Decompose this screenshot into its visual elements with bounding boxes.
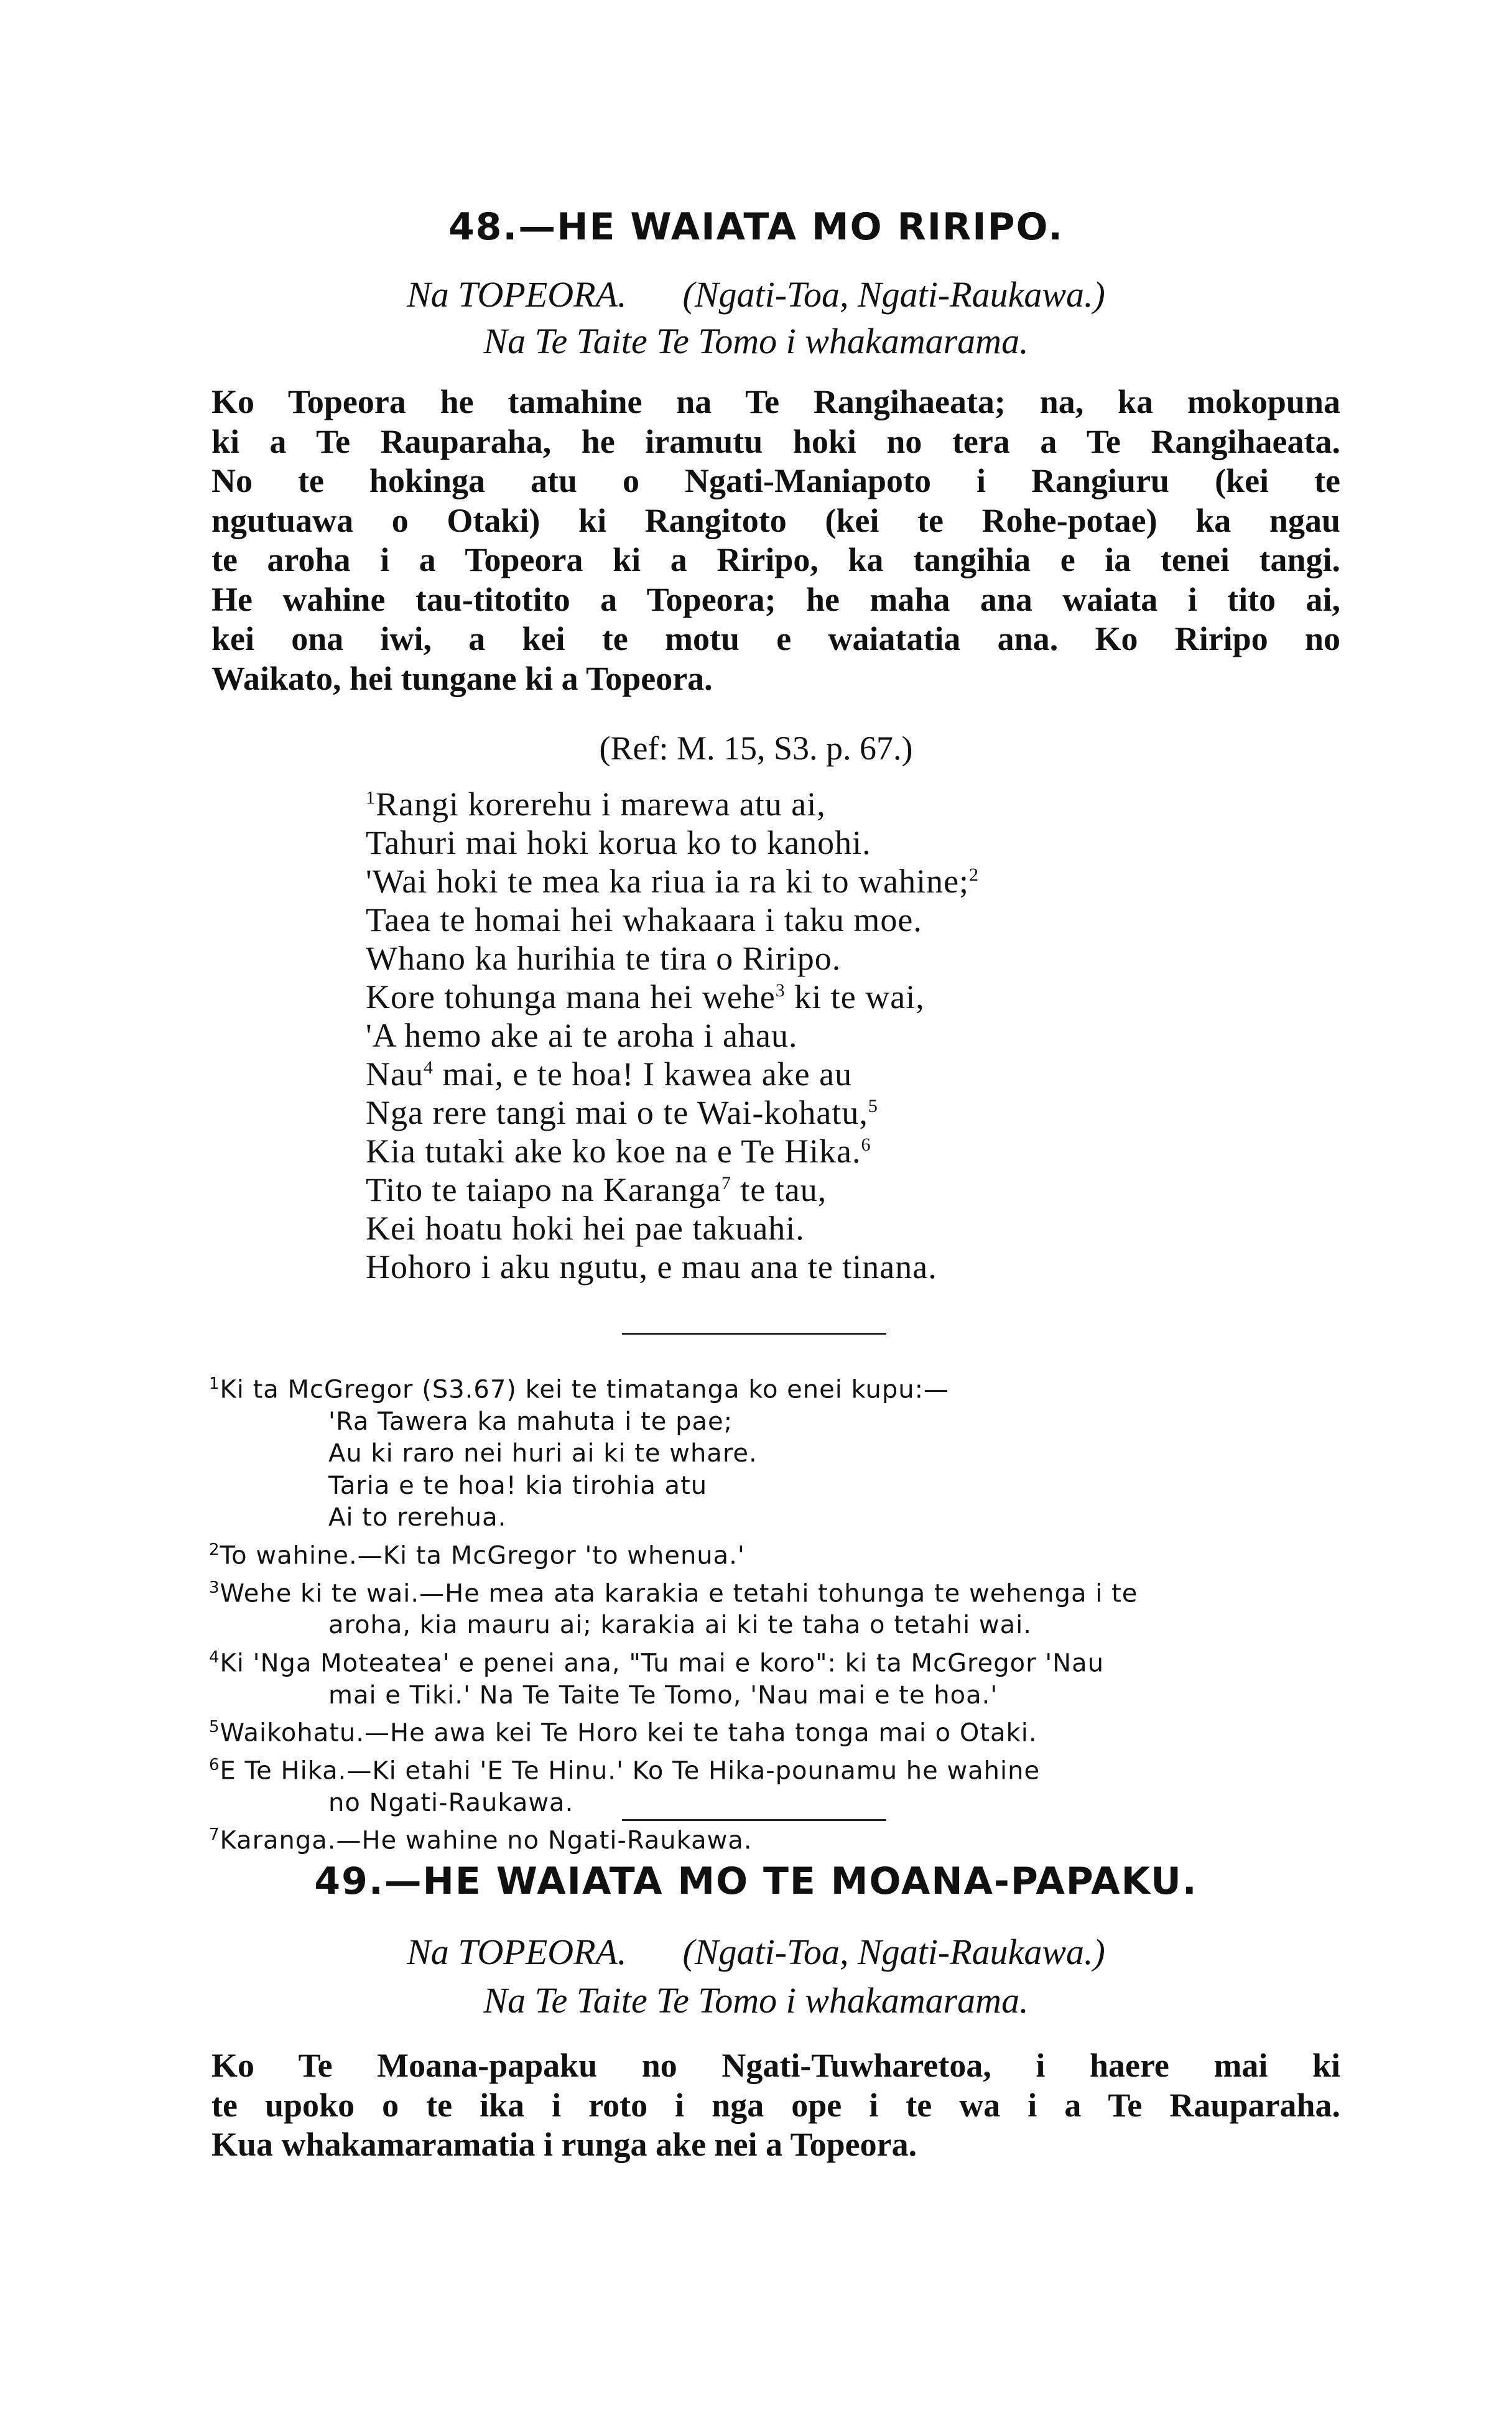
poem-line-text: Kia tutaki ake ko koe na e Te Hika. xyxy=(366,1133,861,1170)
poem-line xyxy=(366,1055,1361,1093)
song-48-author: Na TOPEORA. xyxy=(407,274,627,315)
footnote-text: aroha, kia mauru ai; karakia ai ki te taha o tetahi wai. xyxy=(328,1611,1032,1640)
footnote xyxy=(209,1787,1341,1820)
intro-line: Waikato, hei tungane ki a Topeora. xyxy=(211,659,713,697)
song-49-title: 49.—HE WAIATA MO TE MOANA-PAPAKU. xyxy=(314,1860,1198,1903)
poem-line xyxy=(366,939,1361,978)
poem-line-text: Tito te taiapo na Karanga xyxy=(366,1171,721,1208)
footnote-text: Waikohatu.—He awa kei Te Horo kei te taha tonga mai o Otaki. xyxy=(220,1718,1037,1748)
footnote xyxy=(209,1534,1341,1572)
footnote-marker: 2 xyxy=(969,864,980,885)
poem-line-text: te tau, xyxy=(731,1171,827,1208)
poem-line xyxy=(366,785,1361,823)
footnote-text: Au ki raro nei huri ai ki te whare. xyxy=(328,1439,758,1468)
intro-line: kei ona iwi, a kei te motu e waiatatia ana. Ko Riripo no xyxy=(211,620,1340,657)
poem-line xyxy=(366,901,1361,939)
poem-line-text: Tahuri mai hoki korua ko to kanohi. xyxy=(366,824,871,861)
footnote-text: mai e Tiki.' Na Te Taite Te Tomo, 'Nau mai e te hoa.' xyxy=(328,1680,998,1710)
poem-line-text: Taea te homai hei whakaara i taku moe. xyxy=(366,901,922,938)
poem-line xyxy=(366,823,1361,862)
footnote-text: Ki ta McGregor (S3.67) kei te timatanga ko enei kupu:— xyxy=(220,1375,950,1404)
footnote xyxy=(209,1470,1341,1503)
footnote xyxy=(209,1438,1341,1470)
poem-line-text: Rangi korerehu i marewa atu ai, xyxy=(376,785,826,823)
intro-line: ki a Te Rauparaha, he iramutu hoki no tera a Te Rangihaeata. xyxy=(211,422,1340,460)
intro-line: te upoko o te ika i roto i nga ope i te wa i a Te Rauparaha. xyxy=(211,2086,1340,2124)
footnote xyxy=(209,1406,1341,1439)
footnote-text: To wahine.—Ki ta McGregor 'to whenua.' xyxy=(220,1541,745,1570)
intro-line: Ko Topeora he tamahine na Te Rangihaeata; na, ka mokopuna xyxy=(211,383,1340,420)
song-49-author: Na TOPEORA. xyxy=(407,1932,627,1972)
poem-line-text: Nau xyxy=(366,1055,424,1093)
poem-line xyxy=(366,1248,1361,1286)
footnote-number: 1 xyxy=(209,1374,220,1393)
poem-line xyxy=(366,1209,1361,1248)
footnote-number: 7 xyxy=(209,1825,220,1845)
footnote xyxy=(209,1642,1341,1680)
poem-line-text: Kore tohunga mana hei wehe xyxy=(366,978,776,1016)
poem-line xyxy=(366,1170,1361,1209)
poem-line-text: Kei hoatu hoki hei pae takuahi. xyxy=(366,1210,805,1247)
footnote-number: 2 xyxy=(209,1540,220,1559)
intro-line: He wahine tau-titotito a Topeora; he maha ana waiata i tito ai, xyxy=(211,580,1340,618)
poem-line-text: 'A hemo ake ai te aroha i ahau. xyxy=(366,1017,798,1054)
section-divider xyxy=(622,1333,886,1335)
footnote-marker: 6 xyxy=(861,1134,871,1155)
footnote xyxy=(209,1572,1341,1610)
poem-line xyxy=(366,1016,1361,1055)
footnote-marker: 3 xyxy=(775,980,786,1001)
song-49-tribe: (Ngati-Toa, Ngati-Raukawa.) xyxy=(682,1932,1105,1972)
song-48-reference: (Ref: M. 15, S3. p. 67.) xyxy=(599,730,913,767)
footnote xyxy=(209,1368,1341,1406)
song-48-tribe: (Ngati-Toa, Ngati-Raukawa.) xyxy=(682,274,1105,315)
footnote-text: Karanga.—He wahine no Ngati-Raukawa. xyxy=(220,1826,753,1855)
footnote-text: Ki 'Nga Moteatea' e penei ana, "Tu mai e koro": ki ta McGregor 'Nau xyxy=(220,1649,1105,1678)
footnote-marker: 7 xyxy=(721,1173,731,1193)
footnote-marker: 1 xyxy=(366,787,376,808)
footnote-number: 3 xyxy=(209,1578,220,1597)
footnote-text: E Te Hika.—Ki etahi 'E Te Hinu.' Ko Te Hika-pounamu he wahine xyxy=(220,1756,1041,1786)
song-49-byline xyxy=(0,1931,1512,1973)
footnote-text: 'Ra Tawera ka mahuta i te pae; xyxy=(328,1407,733,1436)
poem-line xyxy=(366,1132,1361,1170)
footnote xyxy=(209,1749,1341,1787)
footnote-text: Taria e te hoa! kia tirohia atu xyxy=(328,1471,708,1500)
song-48-byline xyxy=(0,274,1512,315)
footnote-text: Wehe ki te wai.—He mea ata karakia e tetahi tohunga te wehenga i te xyxy=(220,1578,1138,1608)
poem-line-text: 'Wai hoki te mea ka riua ia ra ki to wahine; xyxy=(366,863,970,900)
footnote xyxy=(209,1502,1341,1534)
footnote xyxy=(209,1680,1341,1712)
poem-line xyxy=(366,978,1361,1016)
poem-line xyxy=(366,862,1361,901)
footnote-number: 4 xyxy=(209,1647,220,1667)
intro-line: Ko Te Moana-papaku no Ngati-Tuwharetoa, i haere mai ki xyxy=(211,2047,1340,2084)
poem-line-text: ki te wai, xyxy=(785,978,925,1016)
song-48-explainer: Na Te Taite Te Tomo i whakamarama. xyxy=(483,321,1029,361)
section-divider xyxy=(622,1819,886,1821)
intro-line: Kua whakamaramatia i runga ake nei a Topeora. xyxy=(211,2126,917,2163)
footnote-number: 5 xyxy=(209,1718,220,1737)
footnote-text: no Ngati-Raukawa. xyxy=(328,1788,574,1817)
footnote xyxy=(209,1610,1341,1642)
song-49-explainer: Na Te Taite Te Tomo i whakamarama. xyxy=(483,1980,1029,2021)
footnote-text: Ai to rerehua. xyxy=(328,1503,507,1532)
intro-line: te aroha i a Topeora ki a Riripo, ka tangihia e ia tenei tangi. xyxy=(211,541,1340,578)
footnote xyxy=(209,1819,1341,1857)
poem-line-text: Hohoro i aku ngutu, e mau ana te tinana. xyxy=(366,1248,937,1286)
poem-line xyxy=(366,1093,1361,1132)
poem-line-text: Whano ka hurihia te tira o Riripo. xyxy=(366,940,842,977)
footnote xyxy=(209,1712,1341,1749)
song-48-footnotes xyxy=(209,1368,1341,1857)
footnote-number: 6 xyxy=(209,1756,220,1775)
intro-line: No te hokinga atu o Ngati-Maniapoto i Rangiuru (kei te xyxy=(211,462,1340,499)
song-48-title: 48.—HE WAIATA MO RIRIPO. xyxy=(448,205,1064,249)
song-48-intro xyxy=(211,382,1340,698)
intro-line: ngutuawa o Otaki) ki Rangitoto (kei te Rohe-potae) ka ngau xyxy=(211,501,1340,539)
song-49-intro xyxy=(211,2046,1340,2165)
poem-line-text: Nga rere tangi mai o te Wai-kohatu, xyxy=(366,1094,868,1131)
poem-line-text: mai, e te hoa! I kawea ake au xyxy=(433,1055,853,1093)
footnote-marker: 5 xyxy=(868,1096,878,1116)
song-48-poem xyxy=(366,785,1361,1286)
footnote-marker: 4 xyxy=(423,1057,434,1078)
